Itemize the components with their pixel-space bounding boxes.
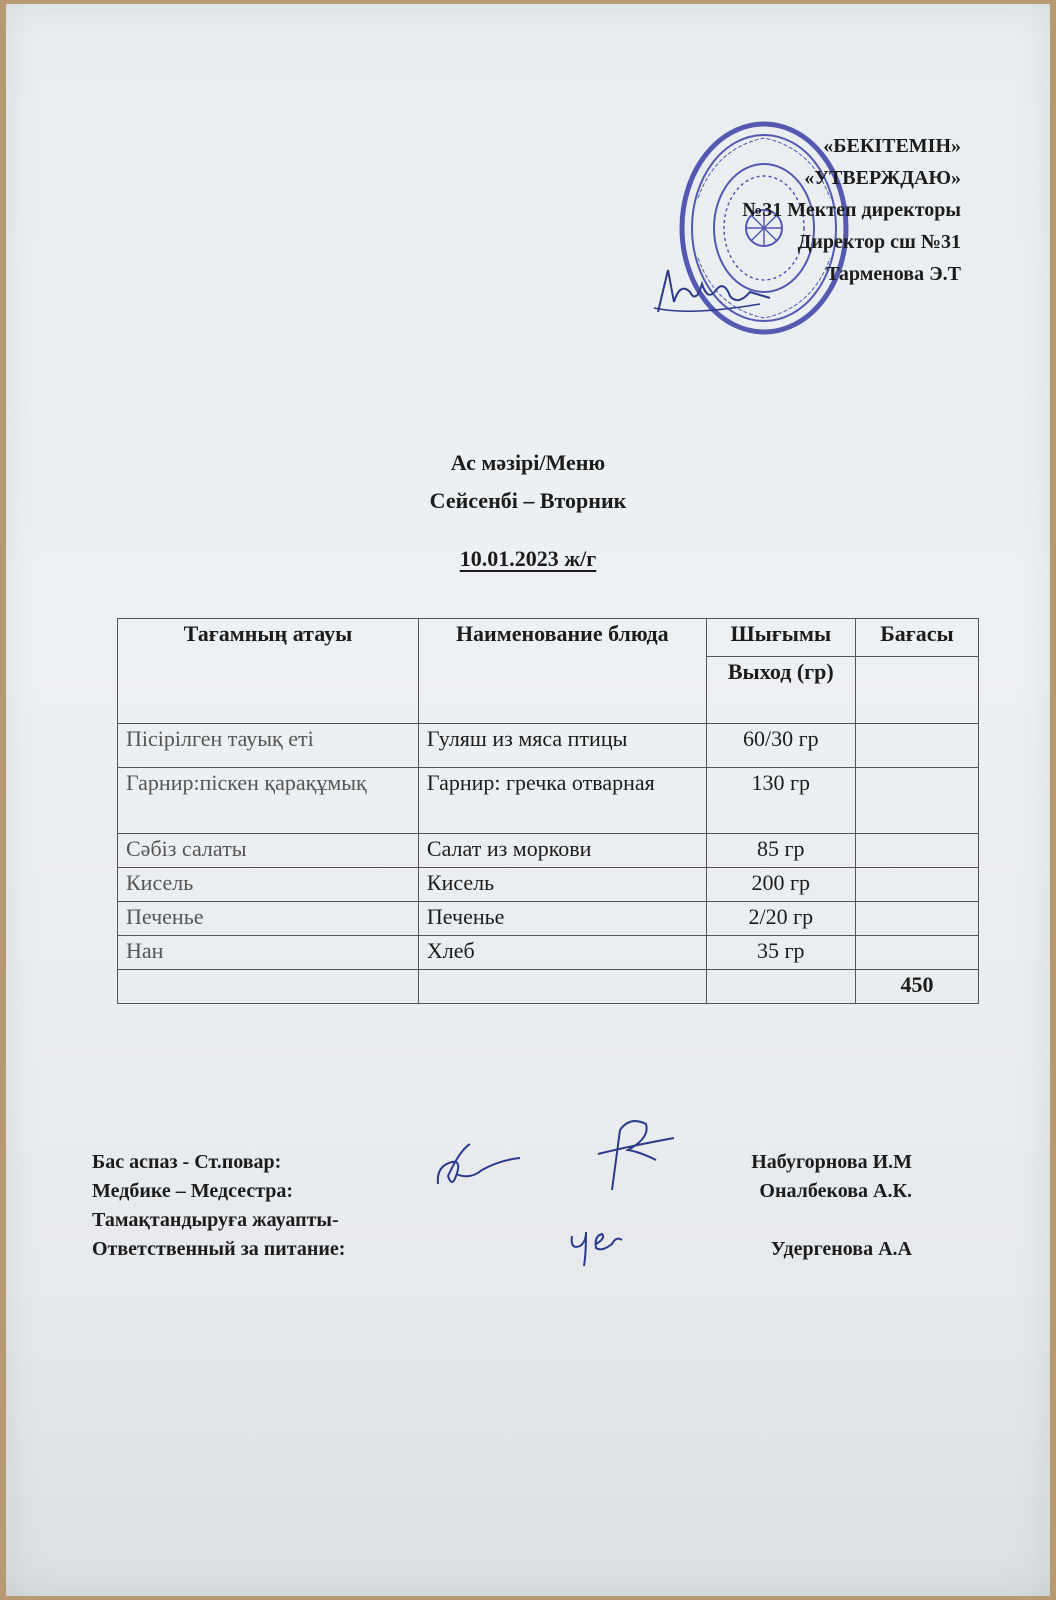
cell-yield: 2/20 гр xyxy=(706,902,855,936)
table-row xyxy=(118,834,979,868)
table-row xyxy=(118,868,979,902)
cell-kz: Нан xyxy=(118,936,419,970)
cell-kz: Сәбіз салаты xyxy=(118,834,419,868)
cell-price xyxy=(855,868,978,902)
responsible-name: Удергенова А.А xyxy=(770,1238,912,1260)
menu-title: Ас мәзірі/Меню xyxy=(450,450,606,475)
cell-kz: Гарнир:піскен қарақұмық xyxy=(118,768,419,834)
header-kz-name: Тағамның атауы xyxy=(118,619,419,724)
chef-label: Бас аспаз - Ст.повар: xyxy=(92,1151,282,1173)
cell-kz: Печенье xyxy=(118,902,419,936)
director-signature-icon xyxy=(650,262,780,322)
total-row xyxy=(118,970,979,1004)
cell-yield: 85 гр xyxy=(706,834,855,868)
header-price: Бағасы xyxy=(855,619,978,657)
approval-position-ru: Директор сш №31 xyxy=(797,231,961,253)
chef-name: Набугорнова И.М xyxy=(751,1151,912,1173)
cell-yield: 35 гр xyxy=(706,936,855,970)
total-empty-2 xyxy=(418,970,706,1004)
cell-ru: Салат из моркови xyxy=(418,834,706,868)
responsible-row-1 xyxy=(92,1206,912,1235)
table-row xyxy=(118,936,979,970)
chef-row xyxy=(92,1148,912,1177)
cell-ru: Хлеб xyxy=(418,936,706,970)
total-empty-1 xyxy=(118,970,419,1004)
cell-ru: Кисель xyxy=(418,868,706,902)
menu-date-wrap xyxy=(0,546,1056,572)
total-price: 450 xyxy=(855,970,978,1004)
responsible-label-ru: Ответственный за питание: xyxy=(92,1238,346,1260)
cell-kz: Пісірілген тауық еті xyxy=(118,724,419,768)
signatures-block xyxy=(92,1148,912,1264)
menu-day: Сейсенбі – Вторник xyxy=(429,488,627,513)
approval-position-kz: №31 Мектеп директоры xyxy=(742,199,961,221)
cell-price xyxy=(855,902,978,936)
header-yield-kz: Шығымы xyxy=(706,619,855,657)
cell-ru: Гуляш из мяса птицы xyxy=(418,724,706,768)
table-row xyxy=(118,768,979,834)
nurse-row xyxy=(92,1177,912,1206)
nurse-label: Медбике – Медсестра: xyxy=(92,1180,294,1202)
table-row xyxy=(118,724,979,768)
cell-price xyxy=(855,834,978,868)
approval-line-kz: «БЕКІТЕМІН» xyxy=(823,135,961,157)
responsible-label-kz: Тамақтандыруға жауапты- xyxy=(92,1209,339,1231)
responsible-row-2 xyxy=(92,1235,912,1264)
approval-director-name: Тарменова Э.Т xyxy=(826,263,961,285)
cell-yield: 200 гр xyxy=(706,868,855,902)
menu-date: 10.01.2023 ж/г xyxy=(459,546,597,571)
cell-ru: Гарнир: гречка отварная xyxy=(418,768,706,834)
table-row xyxy=(118,902,979,936)
total-empty-3 xyxy=(706,970,855,1004)
cell-price xyxy=(855,768,978,834)
header-price-empty xyxy=(855,657,978,724)
cell-price xyxy=(855,936,978,970)
header-ru-name: Наименование блюда xyxy=(418,619,706,724)
cell-ru: Печенье xyxy=(418,902,706,936)
cell-yield: 60/30 гр xyxy=(706,724,855,768)
menu-table xyxy=(117,618,979,1004)
cell-yield: 130 гр xyxy=(706,768,855,834)
approval-line-ru: «УТВЕРЖДАЮ» xyxy=(804,167,961,189)
nurse-name: Оналбекова А.К. xyxy=(759,1180,912,1202)
header-row-1 xyxy=(118,619,979,657)
header-yield-ru: Выход (гр) xyxy=(706,657,855,724)
cell-kz: Кисель xyxy=(118,868,419,902)
cell-price xyxy=(855,724,978,768)
